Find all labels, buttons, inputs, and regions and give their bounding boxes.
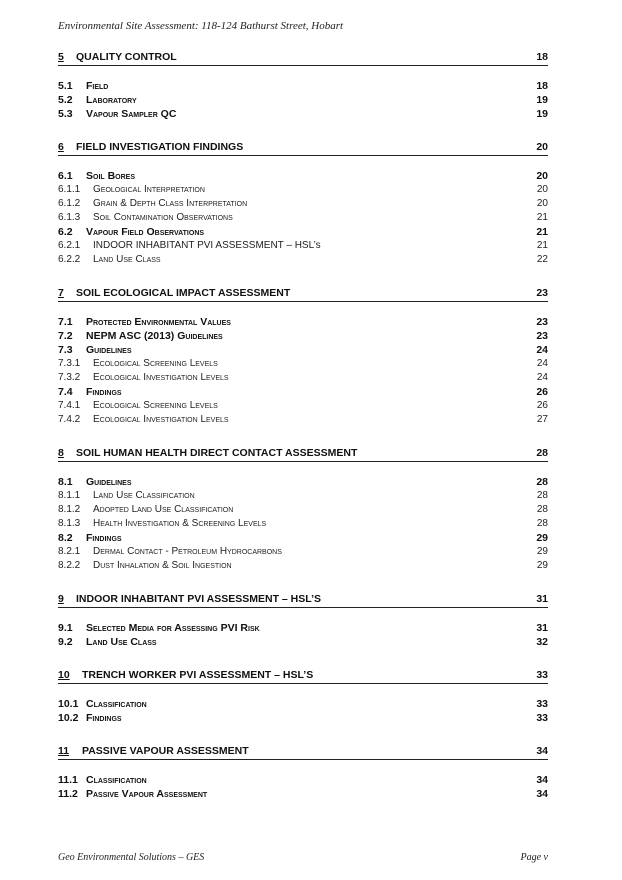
section-heading-spacer — [58, 684, 548, 697]
toc-entry-number: 11.1 — [58, 774, 78, 786]
toc-entry-number: 9.1 — [58, 622, 73, 634]
toc-entry-title: Land Use Class — [86, 636, 157, 648]
toc-entry-7-3-2[interactable] — [58, 371, 548, 385]
toc-entry-page: 31 — [536, 593, 548, 605]
toc-entry-8-1-1[interactable] — [58, 489, 548, 503]
section-spacer — [58, 121, 548, 140]
toc-entry-title: Findings — [86, 532, 122, 544]
toc-entry-6-1-2[interactable] — [58, 197, 548, 211]
toc-entry-number: 6.2 — [58, 226, 73, 238]
toc-entry-number: 6.2.1 — [58, 240, 81, 251]
toc-entry-title: Soil Bores — [86, 170, 136, 182]
toc-entry-8[interactable] — [58, 446, 548, 462]
toc-entry-page: 20 — [536, 170, 548, 182]
section-heading-spacer — [58, 608, 548, 621]
toc-entry-page: 24 — [536, 372, 548, 383]
toc-entry-number: 7.4.2 — [58, 414, 81, 425]
toc-entry-number: 5.1 — [58, 80, 73, 92]
toc-entry-title: QUALITY CONTROL — [76, 51, 177, 63]
toc-entry-9-1[interactable] — [58, 621, 548, 635]
toc-entry-title: Findings — [86, 712, 122, 724]
toc-entry-page: 33 — [536, 712, 548, 724]
toc-entry-7-4-1[interactable] — [58, 399, 548, 413]
toc-entry-title: Vapour Field Observations — [86, 226, 205, 238]
toc-entry-page: 19 — [536, 94, 548, 106]
toc-entry-number: 6.1.3 — [58, 212, 81, 223]
toc-entry-page: 26 — [536, 400, 548, 411]
toc-entry-5-2[interactable] — [58, 93, 548, 107]
toc-entry-number: 11.2 — [58, 788, 78, 800]
toc-entry-6[interactable] — [58, 140, 548, 156]
toc-entry-page: 27 — [536, 414, 548, 425]
toc-entry-11-2[interactable] — [58, 787, 548, 801]
toc-entry-page: 23 — [536, 287, 548, 299]
toc-entry-10[interactable] — [58, 668, 548, 684]
toc-entry-title: INDOOR INHABITANT PVI ASSESSMENT – HSL’S — [76, 593, 322, 605]
toc-entry-title: Classification — [86, 774, 147, 786]
toc-entry-title: Geological Interpretation — [93, 184, 205, 195]
table-of-contents — [58, 50, 548, 801]
toc-entry-title: Protected Environmental Values — [86, 316, 231, 328]
toc-entry-page: 28 — [536, 476, 548, 488]
toc-entry-6-2-2[interactable] — [58, 253, 548, 267]
toc-entry-number: 10.2 — [58, 712, 79, 724]
toc-entry-5[interactable] — [58, 50, 548, 66]
section-heading-spacer — [58, 66, 548, 79]
toc-entry-8-2-1[interactable] — [58, 545, 548, 559]
toc-entry-title: Ecological Investigation Levels — [93, 414, 229, 425]
toc-entry-number: 11 — [58, 745, 70, 757]
toc-entry-7[interactable] — [58, 286, 548, 302]
toc-entry-6-1[interactable] — [58, 169, 548, 183]
toc-entry-number: 8.2 — [58, 532, 73, 544]
toc-entry-title: TRENCH WORKER PVI ASSESSMENT – HSL’S — [82, 669, 314, 681]
toc-entry-page: 29 — [536, 546, 548, 557]
toc-entry-number: 6.2.2 — [58, 254, 81, 265]
toc-entry-title: FIELD INVESTIGATION FINDINGS — [76, 141, 244, 153]
toc-entry-page: 18 — [536, 51, 548, 63]
toc-entry-title: Passive Vapour Assessment — [86, 788, 208, 800]
toc-entry-page: 34 — [536, 788, 548, 800]
page-header: Environmental Site Assessment: 118-124 Bathurst Street, Hobart — [58, 20, 344, 32]
page-number: Page v — [520, 852, 548, 863]
toc-entry-title: Laboratory — [86, 94, 137, 106]
toc-entry-page: 33 — [536, 669, 548, 681]
toc-entry-page: 31 — [536, 622, 548, 634]
toc-entry-title: Guidelines — [86, 476, 132, 488]
toc-entry-title: Selected Media for Assessing PVI Risk — [86, 622, 260, 634]
toc-entry-number: 7.2 — [58, 330, 73, 342]
toc-entry-title: Land Use Class — [93, 254, 161, 265]
toc-entry-title: Ecological Investigation Levels — [93, 372, 229, 383]
toc-entry-number: 8.2.2 — [58, 560, 81, 571]
toc-entry-page: 24 — [536, 344, 548, 356]
toc-entry-number: 7.4 — [58, 386, 73, 398]
toc-entry-title: INDOOR INHABITANT PVI ASSESSMENT – HSL’s — [93, 240, 321, 251]
toc-entry-number: 6.1 — [58, 170, 73, 182]
toc-entry-page: 34 — [536, 774, 548, 786]
toc-entry-number: 5.3 — [58, 108, 73, 120]
toc-entry-number: 7.4.1 — [58, 400, 81, 411]
toc-entry-title: Grain & Depth Class Interpretation — [93, 198, 248, 209]
toc-entry-6-2-1[interactable] — [58, 239, 548, 253]
toc-entry-title: PASSIVE VAPOUR ASSESSMENT — [82, 745, 249, 757]
toc-entry-number: 8.1.1 — [58, 490, 81, 501]
section-heading-spacer — [58, 760, 548, 773]
toc-entry-title: Soil Contamination Observations — [93, 212, 233, 223]
toc-entry-title: SOIL ECOLOGICAL IMPACT ASSESSMENT — [76, 287, 291, 299]
section-heading-spacer — [58, 462, 548, 475]
toc-entry-page: 23 — [536, 316, 548, 328]
toc-entry-page: 23 — [536, 330, 548, 342]
toc-entry-title: SOIL HUMAN HEALTH DIRECT CONTACT ASSESSMENT — [76, 447, 358, 459]
toc-entry-9[interactable] — [58, 592, 548, 608]
toc-entry-page: 28 — [536, 447, 548, 459]
toc-entry-title: Field — [86, 80, 109, 92]
toc-entry-title: Health Investigation & Screening Levels — [93, 518, 267, 529]
toc-entry-7-4-2[interactable] — [58, 413, 548, 427]
section-spacer — [58, 267, 548, 286]
toc-entry-6-1-1[interactable] — [58, 183, 548, 197]
toc-entry-page: 26 — [536, 386, 548, 398]
toc-entry-title: Dermal Contact - Petroleum Hydrocarbons — [93, 546, 282, 557]
toc-entry-7-1[interactable] — [58, 315, 548, 329]
toc-entry-title: Ecological Screening Levels — [93, 400, 218, 411]
toc-entry-10-1[interactable] — [58, 697, 548, 711]
section-heading-spacer — [58, 156, 548, 169]
toc-entry-title: Ecological Screening Levels — [93, 358, 218, 369]
toc-entry-number: 10.1 — [58, 698, 79, 710]
toc-entry-number: 8.1.2 — [58, 504, 81, 515]
toc-entry-title: Land Use Classification — [93, 490, 195, 501]
toc-entry-11-1[interactable] — [58, 773, 548, 787]
toc-entry-6-2[interactable] — [58, 225, 548, 239]
toc-entry-number: 6 — [58, 141, 64, 153]
toc-entry-number: 10 — [58, 669, 70, 681]
toc-entry-number: 5.2 — [58, 94, 73, 106]
toc-entry-page: 24 — [536, 358, 548, 369]
toc-entry-6-1-3[interactable] — [58, 211, 548, 225]
toc-entry-title: Dust Inhalation & Soil Ingestion — [93, 560, 232, 571]
toc-entry-8-1-3[interactable] — [58, 517, 548, 531]
toc-entry-5-1[interactable] — [58, 79, 548, 93]
toc-entry-7-3[interactable] — [58, 343, 548, 357]
toc-entry-page: 34 — [536, 745, 548, 757]
toc-entry-number: 7.3.2 — [58, 372, 81, 383]
toc-entry-title: NEPM ASC (2013) Guidelines — [86, 330, 223, 342]
toc-entry-page: 21 — [536, 212, 548, 223]
toc-entry-title: Vapour Sampler QC — [86, 108, 177, 120]
toc-entry-7-3-1[interactable] — [58, 357, 548, 371]
toc-entry-number: 7.1 — [58, 316, 73, 328]
toc-entry-page: 21 — [536, 240, 548, 251]
page-footer-left: Geo Environmental Solutions – GES — [58, 852, 205, 863]
toc-entry-number: 8 — [58, 447, 64, 459]
toc-entry-page: 33 — [536, 698, 548, 710]
toc-entry-title: Guidelines — [86, 344, 132, 356]
toc-entry-number: 9.2 — [58, 636, 73, 648]
toc-entry-number: 7.3 — [58, 344, 73, 356]
toc-entry-8-2-2[interactable] — [58, 559, 548, 573]
toc-entry-9-2[interactable] — [58, 635, 548, 649]
section-spacer — [58, 649, 548, 668]
toc-entry-page: 20 — [536, 184, 548, 195]
toc-entry-number: 8.1.3 — [58, 518, 81, 529]
toc-entry-number: 6.1.2 — [58, 198, 81, 209]
toc-entry-title: Adopted Land Use Classification — [93, 504, 234, 515]
section-spacer — [58, 573, 548, 592]
toc-entry-number: 6.1.1 — [58, 184, 81, 195]
toc-entry-7-2[interactable] — [58, 329, 548, 343]
toc-entry-page: 28 — [536, 504, 548, 515]
toc-entry-number: 9 — [58, 593, 64, 605]
toc-entry-number: 7 — [58, 287, 64, 299]
toc-entry-page: 29 — [536, 560, 548, 571]
toc-entry-page: 28 — [536, 490, 548, 501]
toc-entry-page: 32 — [536, 636, 548, 648]
toc-entry-5-3[interactable] — [58, 107, 548, 121]
toc-entry-number: 8.2.1 — [58, 546, 81, 557]
toc-entry-page: 21 — [536, 226, 548, 238]
toc-entry-7-4[interactable] — [58, 385, 548, 399]
toc-entry-8-2[interactable] — [58, 531, 548, 545]
section-spacer — [58, 427, 548, 446]
toc-entry-10-2[interactable] — [58, 711, 548, 725]
toc-entry-8-1-2[interactable] — [58, 503, 548, 517]
toc-entry-page: 19 — [536, 108, 548, 120]
toc-entry-number: 8.1 — [58, 476, 73, 488]
toc-entry-page: 28 — [536, 518, 548, 529]
toc-entry-number: 5 — [58, 51, 64, 63]
section-heading-spacer — [58, 302, 548, 315]
toc-entry-title: Findings — [86, 386, 122, 398]
toc-entry-page: 20 — [536, 141, 548, 153]
toc-entry-11[interactable] — [58, 744, 548, 760]
toc-entry-8-1[interactable] — [58, 475, 548, 489]
toc-entry-page: 18 — [536, 80, 548, 92]
toc-entry-page: 20 — [536, 198, 548, 209]
toc-entry-page: 29 — [536, 532, 548, 544]
toc-entry-number: 7.3.1 — [58, 358, 81, 369]
section-spacer — [58, 725, 548, 744]
toc-entry-title: Classification — [86, 698, 147, 710]
toc-entry-page: 22 — [536, 254, 548, 265]
